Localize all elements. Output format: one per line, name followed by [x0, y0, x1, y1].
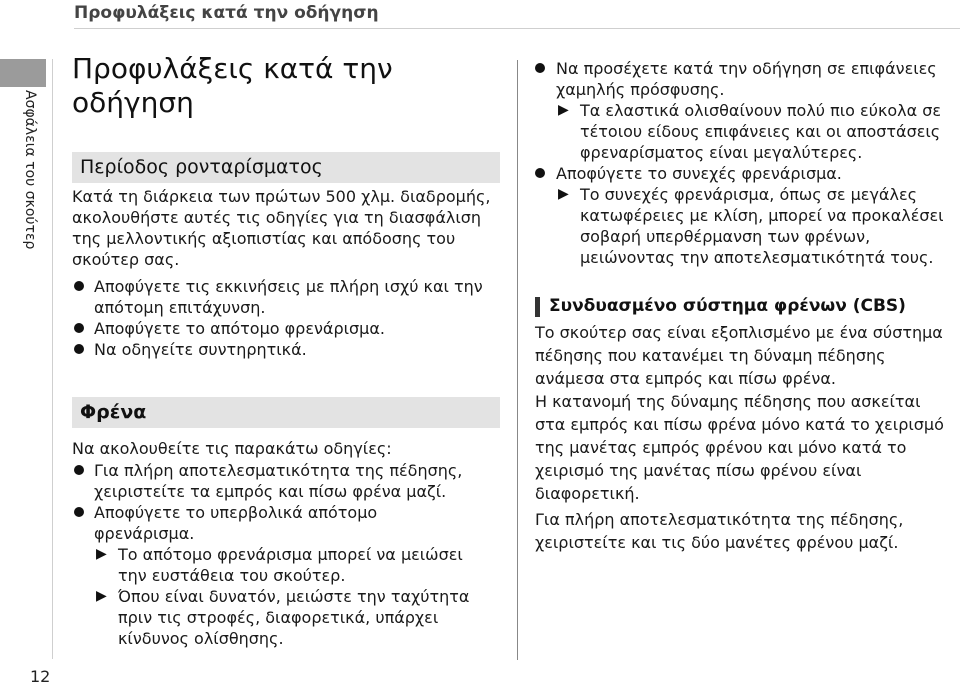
right-bullet2: Αποφύγετε το συνεχές φρενάρισμα. [556, 164, 842, 183]
brakes-arrow2-line1: Όπου είναι δυνατόν, μειώστε την ταχύτητα [118, 587, 470, 606]
cbs-line: διαφορετική. [535, 484, 640, 503]
page-title-line1: Προφυλάξεις κατά την [72, 52, 393, 85]
brakes-bullet2-line2: φρενάρισμα. [94, 524, 195, 543]
breakin-bullet1-line1: Αποφύγετε τις εκκινήσεις με πλήρη ισχύ και την [94, 277, 483, 296]
brakes-bullet1-line2: χειριστείτε τα εμπρός και πίσω φρένα μαζί. [94, 482, 447, 501]
header-divider [74, 28, 960, 29]
brakes-arrow1-line2: την ευστάθεια του σκούτερ. [118, 566, 346, 585]
cbs-line: πέδησης που κατανέμει τη δύναμη πέδησης [535, 346, 886, 365]
brakes-arrow1-line1: Το απότομο φρενάρισμα μπορεί να μειώσει [118, 545, 463, 564]
arrow-icon: ▶ [96, 588, 107, 604]
right-arrow1-line3: φρεναρίσματος είναι μεγαλύτερες. [580, 143, 863, 162]
breakin-bullet3: Να οδηγείτε συντηρητικά. [94, 340, 307, 359]
page-title [72, 52, 502, 120]
right-arrow1-line2: τέτοιου είδους επιφάνειες και οι αποστάσεις [580, 122, 941, 141]
cbs-line: της μανέτας εμπρός φρένου και μόνο κατά το [535, 438, 907, 457]
cbs-heading: Συνδυασμένο σύστημα φρένων (CBS) [549, 296, 906, 316]
right-bullet1-line2: χαμηλής πρόσφυσης. [556, 80, 725, 99]
arrow-icon: ▶ [96, 546, 107, 562]
cbs-line: χειριστείτε και τις δύο μανέτες φρένου μαζί. [535, 533, 899, 552]
bullet-icon [535, 63, 545, 73]
cbs-line: Για πλήρη αποτελεσματικότητα της πέδησης, [535, 510, 904, 529]
brakes-bullet1-line1: Για πλήρη αποτελεσματικότητα της πέδησης, [94, 461, 463, 480]
cbs-line: Το σκούτερ σας είναι εξοπλισμένο με ένα σύστημα [535, 323, 943, 342]
breakin-intro-line: Κατά τη διάρκεια των πρώτων 500 χλμ. διαδρομής, [72, 187, 491, 206]
brakes-arrow2-line2: πριν τις στροφές, διαφορετικά, υπάρχει [118, 608, 439, 627]
brakes-heading: Φρένα [80, 401, 147, 423]
running-header: Προφυλάξεις κατά την οδήγηση [74, 3, 379, 23]
side-divider [52, 59, 53, 659]
column-divider [517, 60, 518, 660]
side-tab-label: Ασφάλεια του σκούτερ [22, 90, 38, 250]
breakin-heading: Περίοδος ρονταρίσματος [80, 156, 323, 178]
page-number: 12 [30, 667, 51, 686]
cbs-line: ανάμεσα στα εμπρός και πίσω φρένα. [535, 369, 836, 388]
right-arrow2-line3: σοβαρή υπερθέρμανση των φρένων, [580, 227, 871, 246]
side-tab-marker [0, 59, 46, 87]
cbs-line: Η κατανομή της δύναμης πέδησης που ασκείται [535, 392, 921, 411]
breakin-intro-line: της μελλοντικής αξιοπιστίας και απόδοσης του [72, 229, 456, 248]
page-title-line2: οδήγηση [72, 86, 194, 119]
breakin-bullet1-line2: απότομη επιτάχυνση. [94, 298, 266, 317]
cbs-line: στα εμπρός και πίσω φρένα μόνο κατά το χειρισμό [535, 415, 944, 434]
bullet-icon [74, 323, 84, 333]
cbs-line: χειρισμό της μανέτας πίσω φρένου είναι [535, 461, 862, 480]
brakes-intro: Να ακολουθείτε τις παρακάτω οδηγίες: [72, 439, 392, 458]
brakes-bullet2-line1: Αποφύγετε το υπερβολικά απότομο [94, 503, 378, 522]
cbs-heading-marker [535, 297, 540, 317]
bullet-icon [74, 344, 84, 354]
bullet-icon [74, 465, 84, 475]
right-arrow2-line1: Το συνεχές φρενάρισμα, όπως σε μεγάλες [580, 185, 917, 204]
right-arrow1-line1: Τα ελαστικά ολισθαίνουν πολύ πιο εύκολα σε [580, 101, 942, 120]
breakin-bullet2: Αποφύγετε το απότομο φρενάρισμα. [94, 319, 385, 338]
bullet-icon [74, 507, 84, 517]
brakes-arrow2-line3: κίνδυνος ολίσθησης. [118, 629, 284, 648]
right-arrow2-line4: μειώνοντας την αποτελεσματικότητά τους. [580, 248, 934, 267]
right-arrow2-line2: κατωφέρειες με κλίση, μπορεί να προκαλέσει [580, 206, 944, 225]
breakin-intro-line: ακολουθήστε αυτές τις οδηγίες για τη διασφάλιση [72, 208, 482, 227]
arrow-icon: ▶ [558, 102, 569, 118]
bullet-icon [74, 281, 84, 291]
arrow-icon: ▶ [558, 186, 569, 202]
breakin-intro-line: σκούτερ σας. [72, 250, 180, 269]
right-bullet1-line1: Να προσέχετε κατά την οδήγηση σε επιφάνειες [556, 59, 937, 78]
bullet-icon [535, 168, 545, 178]
